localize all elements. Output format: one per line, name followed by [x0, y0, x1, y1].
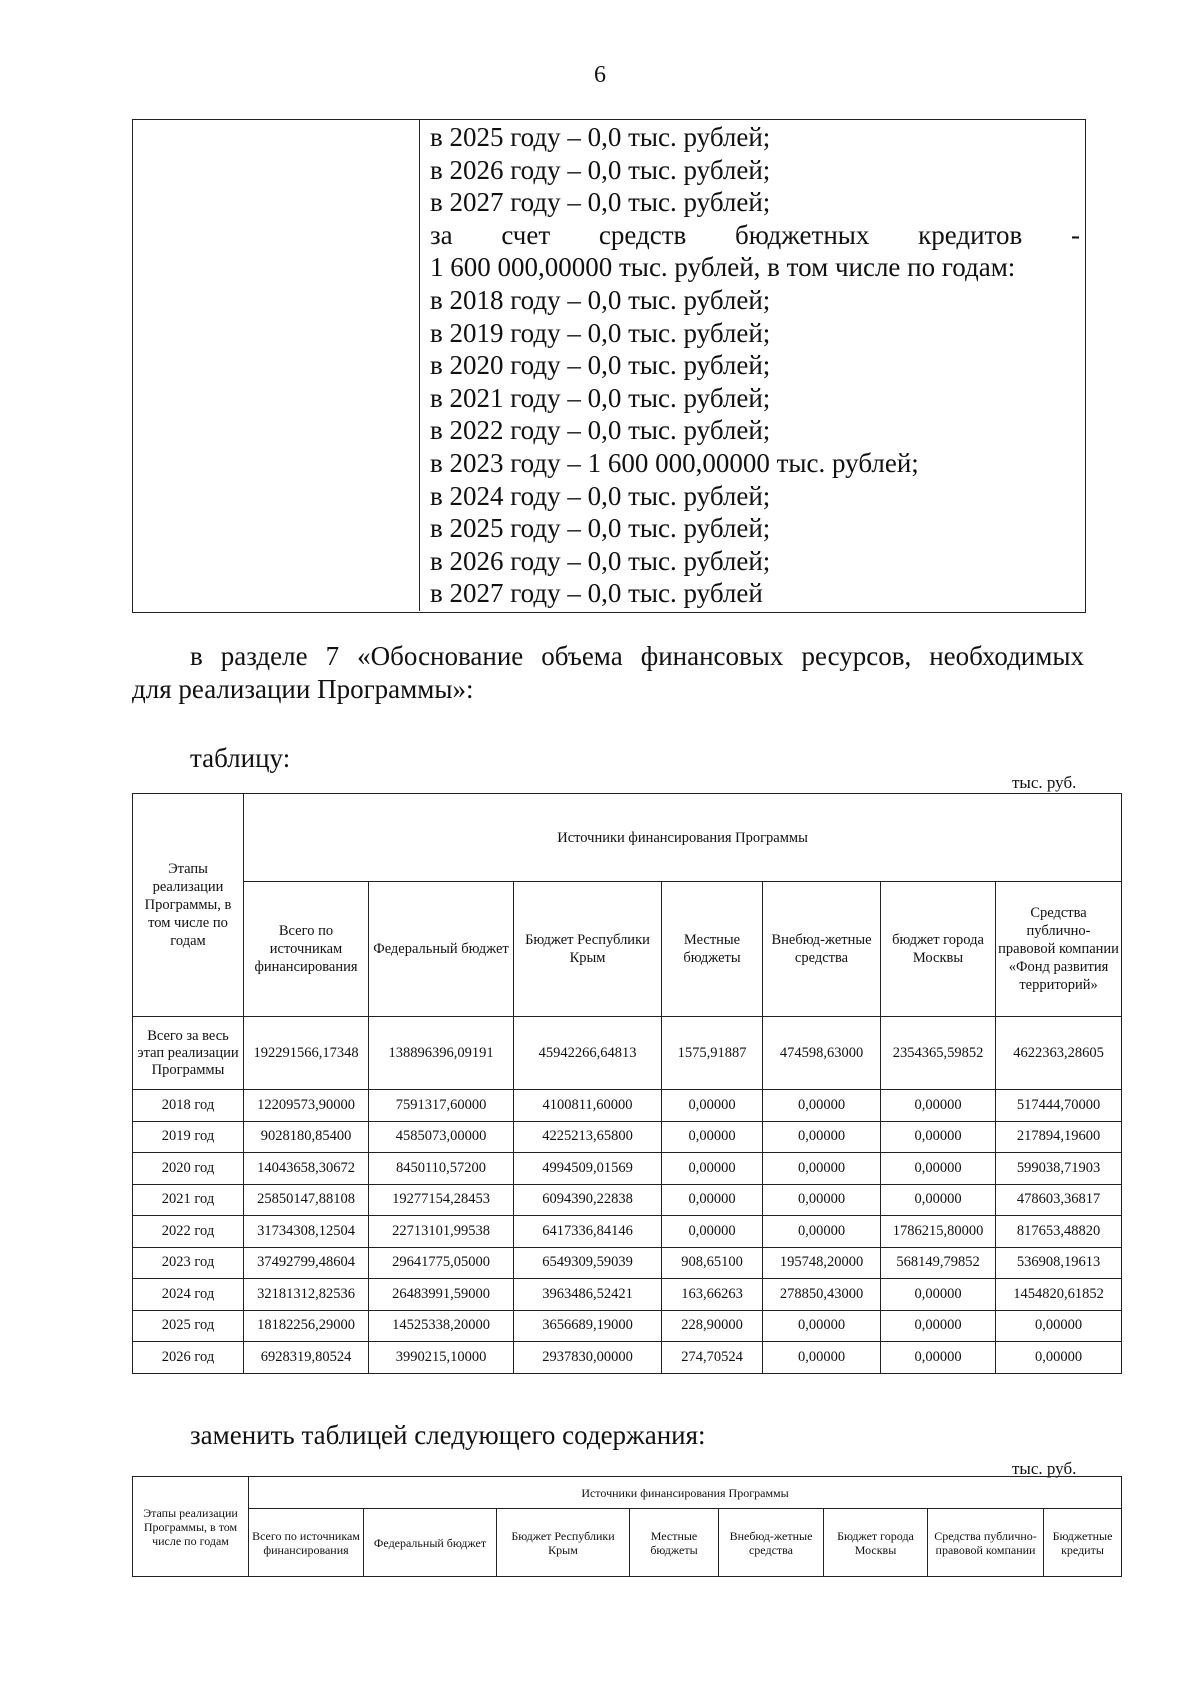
column-header: Местные бюджеты [662, 882, 763, 1017]
unit-label: тыс. руб. [1012, 773, 1077, 792]
page-number: 6 [594, 62, 606, 88]
value-cell: 14043658,30672 [244, 1153, 369, 1185]
table-row [133, 1121, 1122, 1153]
value-cell: 29641775,05000 [369, 1247, 514, 1279]
stage-cell: 2023 год [133, 1247, 244, 1279]
value-cell: 1575,91887 [662, 1017, 763, 1090]
value-cell: 14525338,20000 [369, 1310, 514, 1342]
stage-cell: 2026 год [133, 1342, 244, 1374]
funding-line: в 2027 году – 0,0 тыс. рублей; [430, 187, 771, 218]
value-cell: 0,00000 [763, 1090, 881, 1122]
funding-line: в 2025 году – 0,0 тыс. рублей; [430, 513, 771, 544]
funding-line-word: счет [501, 219, 551, 250]
financing-table-old [132, 793, 1122, 1374]
funding-line-word: бюджетных [734, 219, 870, 250]
funding-by-year-text [430, 121, 1080, 610]
funding-line: в 2026 году – 0,0 тыс. рублей; [430, 545, 771, 576]
value-cell: 2354365,59852 [881, 1017, 996, 1090]
column-header: Федеральный бюджет [364, 1509, 497, 1577]
paragraph-line: в разделе 7 «Обоснование объема финансовых ресурсов, необходимых [190, 641, 1084, 671]
column-header: Всего по источникам финансирования [244, 882, 369, 1017]
column-header: Федеральный бюджет [369, 882, 514, 1017]
value-cell: 4585073,00000 [369, 1121, 514, 1153]
table-row [133, 1216, 1122, 1248]
value-cell: 12209573,90000 [244, 1090, 369, 1122]
value-cell: 163,66263 [662, 1279, 763, 1311]
table-row [133, 1342, 1122, 1374]
table-row [133, 1279, 1122, 1311]
stage-cell: 2018 год [133, 1090, 244, 1122]
funding-line-word: за [430, 219, 453, 250]
funding-line: в 2023 году – 1 600 000,00000 тыс. рублей; [430, 447, 919, 478]
replace-label: заменить таблицей следующего содержания: [190, 1420, 706, 1450]
stage-cell: Всего за весь этап реализации Программы [133, 1017, 244, 1090]
value-cell: 0,00000 [881, 1121, 996, 1153]
value-cell: 4225213,65800 [514, 1121, 662, 1153]
value-cell: 0,00000 [662, 1090, 763, 1122]
stage-cell: 2025 год [133, 1310, 244, 1342]
funding-line: в 2019 году – 0,0 тыс. рублей; [430, 317, 771, 348]
stage-cell: 2021 год [133, 1184, 244, 1216]
value-cell: 195748,20000 [763, 1247, 881, 1279]
funding-line: в 2022 году – 0,0 тыс. рублей; [430, 415, 771, 446]
value-cell: 568149,79852 [881, 1247, 996, 1279]
value-cell: 228,90000 [662, 1310, 763, 1342]
value-cell: 138896396,09191 [369, 1017, 514, 1090]
section-paragraph [132, 640, 1084, 706]
value-cell: 217894,19600 [996, 1121, 1122, 1153]
paragraph-line: для реализации Программы»: [132, 674, 474, 704]
stage-header: Этапы реализации Программы, в том числе по годам [133, 1477, 249, 1577]
value-cell: 4994509,01569 [514, 1153, 662, 1185]
column-header: Бюджетные кредиты [1044, 1509, 1122, 1577]
value-cell: 0,00000 [881, 1153, 996, 1185]
value-cell: 18182256,29000 [244, 1310, 369, 1342]
value-cell: 37492799,48604 [244, 1247, 369, 1279]
value-cell: 0,00000 [881, 1090, 996, 1122]
unit-label: тыс. руб. [1012, 1459, 1077, 1478]
value-cell: 22713101,99538 [369, 1216, 514, 1248]
value-cell: 6094390,22838 [514, 1184, 662, 1216]
funding-line: в 2021 году – 0,0 тыс. рублей; [430, 382, 771, 413]
value-cell: 1786215,80000 [881, 1216, 996, 1248]
value-cell: 0,00000 [881, 1279, 996, 1311]
value-cell: 0,00000 [763, 1216, 881, 1248]
value-cell: 278850,43000 [763, 1279, 881, 1311]
value-cell: 0,00000 [662, 1121, 763, 1153]
table-row [133, 1184, 1122, 1216]
value-cell: 517444,70000 [996, 1090, 1122, 1122]
funding-line [430, 219, 1080, 252]
column-header: Бюджет Республики Крым [497, 1509, 630, 1577]
value-cell: 0,00000 [996, 1310, 1122, 1342]
funding-line-word: средств [598, 219, 687, 250]
value-cell: 274,70524 [662, 1342, 763, 1374]
funding-line-word: - [1070, 219, 1080, 250]
stage-cell: 2024 год [133, 1279, 244, 1311]
value-cell: 3656689,19000 [514, 1310, 662, 1342]
value-cell: 3963486,52421 [514, 1279, 662, 1311]
column-header: Внебюд-жетные средства [763, 882, 881, 1017]
value-cell: 9028180,85400 [244, 1121, 369, 1153]
value-cell: 192291566,17348 [244, 1017, 369, 1090]
value-cell: 26483991,59000 [369, 1279, 514, 1311]
sources-header: Источники финансирования Программы [244, 794, 1122, 882]
value-cell: 0,00000 [763, 1184, 881, 1216]
funding-line: в 2018 году – 0,0 тыс. рублей; [430, 284, 771, 315]
value-cell: 8450110,57200 [369, 1153, 514, 1185]
value-cell: 0,00000 [881, 1342, 996, 1374]
stage-cell: 2022 год [133, 1216, 244, 1248]
value-cell: 7591317,60000 [369, 1090, 514, 1122]
column-header: Средства публично-правовой компании [928, 1509, 1044, 1577]
value-cell: 0,00000 [881, 1184, 996, 1216]
column-header: Бюджет города Москвы [824, 1509, 928, 1577]
value-cell: 19277154,28453 [369, 1184, 514, 1216]
column-header: Бюджет Республики Крым [514, 882, 662, 1017]
value-cell: 0,00000 [763, 1153, 881, 1185]
column-header: Средства публично-правовой компании «Фонд развития территорий» [996, 882, 1122, 1017]
value-cell: 6928319,80524 [244, 1342, 369, 1374]
column-header: Всего по источникам финансирования [249, 1509, 364, 1577]
value-cell: 908,65100 [662, 1247, 763, 1279]
value-cell: 0,00000 [662, 1216, 763, 1248]
sources-header: Источники финансирования Программы [249, 1477, 1122, 1509]
financing-table-new [132, 1476, 1122, 1577]
value-cell: 6417336,84146 [514, 1216, 662, 1248]
value-cell: 0,00000 [763, 1342, 881, 1374]
funding-line: в 2020 году – 0,0 тыс. рублей; [430, 350, 771, 381]
value-cell: 474598,63000 [763, 1017, 881, 1090]
funding-line: в 2024 году – 0,0 тыс. рублей; [430, 480, 771, 511]
value-cell: 25850147,88108 [244, 1184, 369, 1216]
stage-header: Этапы реализации Программы, в том числе по годам [133, 794, 244, 1017]
value-cell: 1454820,61852 [996, 1279, 1122, 1311]
funding-line: в 2026 году – 0,0 тыс. рублей; [430, 154, 771, 185]
value-cell: 599038,71903 [996, 1153, 1122, 1185]
table-row [133, 1310, 1122, 1342]
stage-cell: 2019 год [133, 1121, 244, 1153]
value-cell: 45942266,64813 [514, 1017, 662, 1090]
value-cell: 31734308,12504 [244, 1216, 369, 1248]
table-row [133, 1153, 1122, 1185]
value-cell: 4100811,60000 [514, 1090, 662, 1122]
value-cell: 32181312,82536 [244, 1279, 369, 1311]
column-header: Внебюд-жетные средства [719, 1509, 824, 1577]
column-header: Местные бюджеты [630, 1509, 719, 1577]
value-cell: 6549309,59039 [514, 1247, 662, 1279]
value-cell: 4622363,28605 [996, 1017, 1122, 1090]
value-cell: 0,00000 [996, 1342, 1122, 1374]
value-cell: 817653,48820 [996, 1216, 1122, 1248]
frame-column-divider [419, 119, 420, 611]
value-cell: 0,00000 [881, 1310, 996, 1342]
value-cell: 3990215,10000 [369, 1342, 514, 1374]
funding-line: в 2025 году – 0,0 тыс. рублей; [430, 122, 771, 152]
table-row [133, 1247, 1122, 1279]
value-cell: 0,00000 [763, 1121, 881, 1153]
value-cell: 0,00000 [763, 1310, 881, 1342]
value-cell: 0,00000 [662, 1153, 763, 1185]
table-row [133, 1017, 1122, 1090]
funding-line: в 2027 году – 0,0 тыс. рублей [430, 578, 763, 609]
funding-line-word: кредитов [918, 219, 1023, 250]
stage-cell: 2020 год [133, 1153, 244, 1185]
column-header: бюджет города Москвы [881, 882, 996, 1017]
value-cell: 0,00000 [662, 1184, 763, 1216]
value-cell: 478603,36817 [996, 1184, 1122, 1216]
value-cell: 2937830,00000 [514, 1342, 662, 1374]
table-row [133, 1090, 1122, 1122]
table-label: таблицу: [190, 743, 291, 773]
funding-line: 1 600 000,00000 тыс. рублей, в том числе по годам: [430, 252, 1016, 283]
value-cell: 536908,19613 [996, 1247, 1122, 1279]
